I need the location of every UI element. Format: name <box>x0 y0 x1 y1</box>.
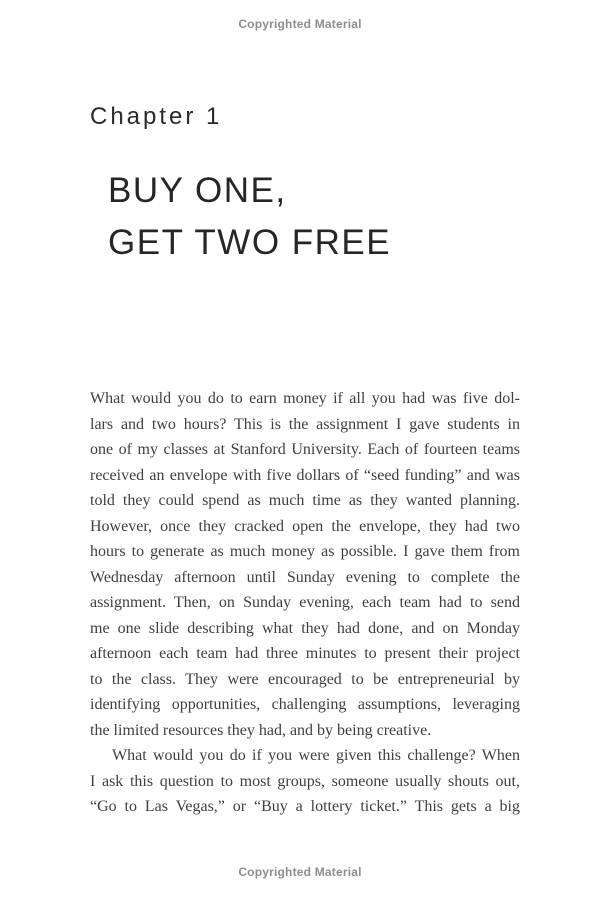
text-line: What would you do to earn money if all you had was five dol- <box>90 390 520 407</box>
text-line: However, once they cracked open the envelope, they had two <box>90 517 520 535</box>
text-line: lars and two hours? This is the assignment I gave students in <box>90 415 520 433</box>
text-line: received an envelope with five dollars of “seed funding” and was <box>90 466 520 484</box>
text-line: “Go to Las Vegas,” or “Buy a lottery ticket.” This gets a big <box>90 798 520 815</box>
text-line: What would you do if you were given this challenge? When <box>112 747 520 764</box>
text-line: assignment. Then, on Sunday evening, each team had to send <box>90 594 520 611</box>
chapter-title-line2: GET TWO FREE <box>108 223 392 262</box>
text-line: the limited resources they had, and by being creative. <box>90 721 432 739</box>
text-line: identifying opportunities, challenging assumptions, leveraging <box>90 696 520 713</box>
text-line: me one slide describing what they had done, and on Monday <box>90 619 520 637</box>
text-line: I ask this question to most groups, someone usually shouts out, <box>90 772 520 790</box>
copyright-notice-bottom: Copyrighted Material <box>238 865 362 879</box>
text-line: afternoon each team had three minutes to present their project <box>90 645 520 662</box>
text-line: Wednesday afternoon until Sunday evening to complete the <box>90 568 520 586</box>
text-line: hours to generate as much money as possible. I gave them from <box>90 543 520 560</box>
chapter-title-line1: BUY ONE, <box>108 171 287 210</box>
text-line: told they could spend as much time as they wanted planning. <box>90 492 520 509</box>
text-line: one of my classes at Stanford University. Each of fourteen teams <box>90 441 520 458</box>
chapter-label: Chapter 1 <box>90 103 223 130</box>
body-text <box>90 386 520 820</box>
copyright-notice-top: Copyrighted Material <box>238 17 362 31</box>
chapter-title <box>108 165 391 269</box>
text-line: to the class. They were encouraged to be entrepreneurial by <box>90 670 520 688</box>
